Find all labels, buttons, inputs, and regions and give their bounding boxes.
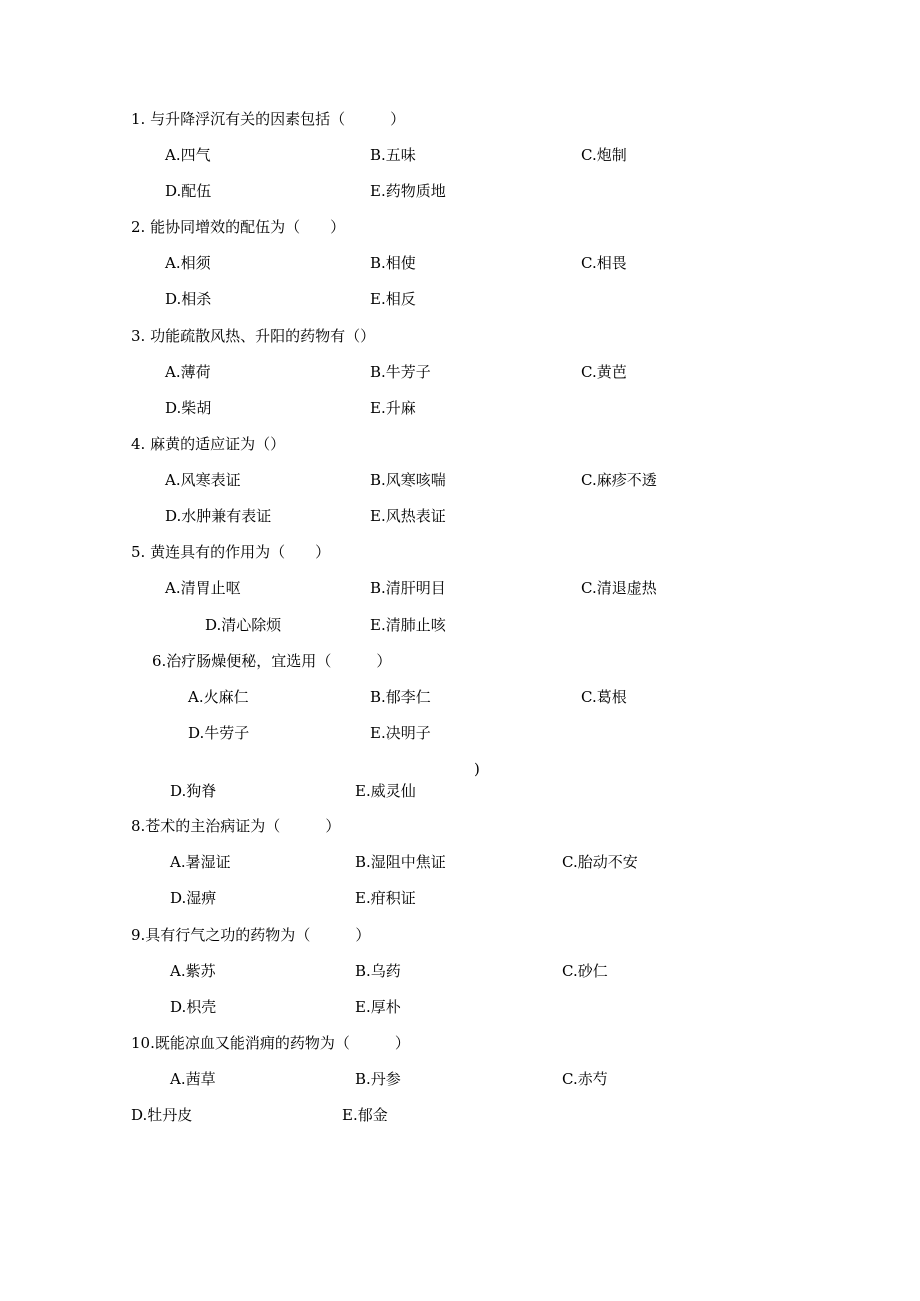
question-2-stem: 2. 能协同增效的配伍为（ ） <box>131 218 346 236</box>
question-5-option-b: B.清肝明目 <box>370 579 446 597</box>
question-1-option-a: A.四气 <box>165 146 211 164</box>
question-4-option-c: C.麻疹不透 <box>581 471 657 489</box>
question-7-option-e: E.威灵仙 <box>355 782 416 800</box>
question-9-option-e: E.厚朴 <box>355 998 401 1016</box>
question-6-option-e: E.决明子 <box>370 724 431 742</box>
question-5-stem: 5. 黄连具有的作用为（ ） <box>131 543 331 561</box>
question-3-option-d: D.柴胡 <box>165 399 212 417</box>
question-3-stem: 3. 功能疏散风热、升阳的药物有（） <box>131 327 376 345</box>
question-2-option-a: A.相须 <box>165 254 211 272</box>
question-1-option-e: E.药物质地 <box>370 182 446 200</box>
question-7-closing-paren: ) <box>474 760 480 778</box>
question-10-option-d: D.牡丹皮 <box>131 1106 193 1124</box>
question-5-option-e: E.清肺止咳 <box>370 616 446 634</box>
question-6-option-a: A.火麻仁 <box>188 688 249 706</box>
question-10-stem: 10.既能凉血又能消痈的药物为（ ） <box>131 1034 410 1052</box>
question-8-option-d: D.湿痹 <box>170 889 217 907</box>
question-5-option-a: A.清胃止呕 <box>165 579 241 597</box>
question-1-option-b: B.五味 <box>370 146 416 164</box>
question-10-option-c: C.赤芍 <box>562 1070 608 1088</box>
question-9-stem: 9.具有行气之功的药物为（ ） <box>131 926 371 944</box>
question-3-option-a: A.薄荷 <box>165 363 211 381</box>
question-1-stem: 1. 与升降浮沉有关的因素包括（ ） <box>131 110 406 128</box>
question-6-option-c: C.葛根 <box>581 688 627 706</box>
question-9-option-a: A.紫苏 <box>170 962 216 980</box>
question-2-option-d: D.相杀 <box>165 290 212 308</box>
question-5-option-c: C.清退虚热 <box>581 579 657 597</box>
question-8-option-b: B.湿阻中焦证 <box>355 853 446 871</box>
question-6-option-b: B.郁李仁 <box>370 688 431 706</box>
question-3-option-c: C.黄芭 <box>581 363 627 381</box>
question-8-option-c: C.胎动不安 <box>562 853 638 871</box>
question-6-stem: 6.治疗肠燥便秘，宜选用（ ） <box>152 652 392 670</box>
question-10-option-b: B.丹参 <box>355 1070 401 1088</box>
question-9-option-d: D.枳壳 <box>170 998 217 1016</box>
question-4-option-d: D.水肿兼有表证 <box>165 507 272 525</box>
question-3-option-b: B.牛芳子 <box>370 363 431 381</box>
question-9-option-c: C.砂仁 <box>562 962 608 980</box>
question-4-option-e: E.风热表证 <box>370 507 446 525</box>
question-2-option-c: C.相畏 <box>581 254 627 272</box>
question-8-option-e: E.疳积证 <box>355 889 416 907</box>
question-5-option-d: D.清心除烦 <box>205 616 282 634</box>
question-8-option-a: A.暑湿证 <box>170 853 231 871</box>
question-7-option-d: D.狗脊 <box>170 782 217 800</box>
question-1-option-d: D.配伍 <box>165 182 212 200</box>
question-4-option-a: A.风寒表证 <box>165 471 241 489</box>
question-10-option-a: A.茜草 <box>170 1070 216 1088</box>
question-2-option-b: B.相使 <box>370 254 416 272</box>
question-4-stem: 4. 麻黄的适应证为（） <box>131 435 286 453</box>
question-6-option-d: D.牛劳子 <box>188 724 250 742</box>
question-9-option-b: B.乌药 <box>355 962 401 980</box>
question-2-option-e: E.相反 <box>370 290 416 308</box>
question-4-option-b: B.风寒咳喘 <box>370 471 446 489</box>
question-10-option-e: E.郁金 <box>342 1106 388 1124</box>
question-1-option-c: C.炮制 <box>581 146 627 164</box>
question-8-stem: 8.苍术的主治病证为（ ） <box>131 817 341 835</box>
question-3-option-e: E.升麻 <box>370 399 416 417</box>
